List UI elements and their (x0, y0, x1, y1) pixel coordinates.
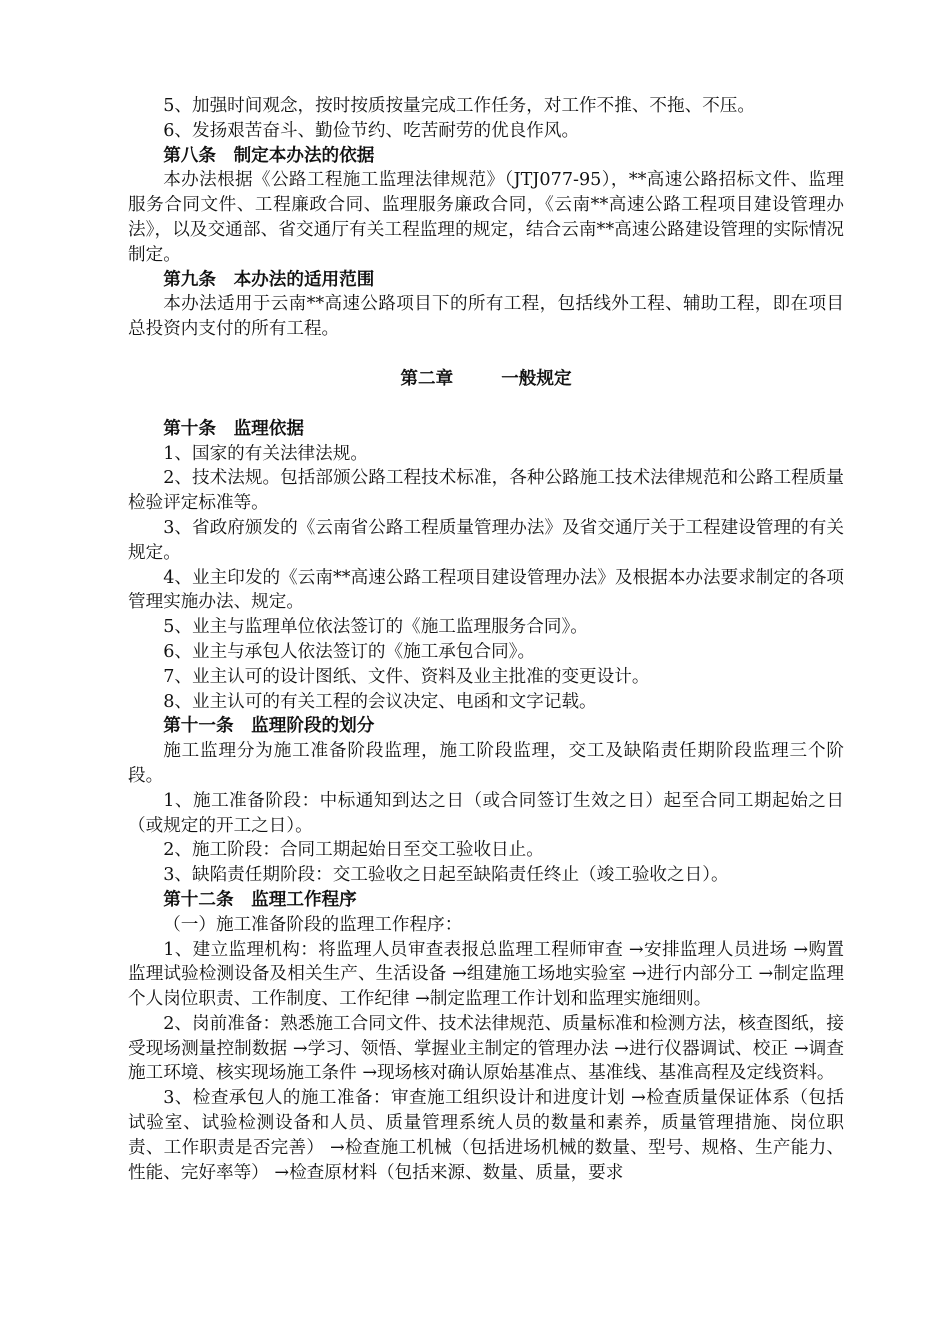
article-10-item-8: 8、业主认可的有关工程的会议决定、电函和文字记载。 (163, 691, 597, 712)
article-8-heading: 第八条 制定本办法的依据 (163, 144, 375, 166)
article-11-body: 施工监理分为施工准备阶段监理，施工阶段监理，交工及缺陷责任期阶段监理三个阶段。 (128, 741, 844, 786)
article-12-subheading: （一）施工准备阶段的监理工作程序： (163, 914, 463, 935)
chapter-title: 一般规定 (501, 367, 572, 389)
article-12-item-3: 3、检查承包人的施工准备：审查施工组织设计和进度计划 →检查质量保证体系（包括试验室、试验检测设备和人员、质量管理系统人员的数量和素养，质量管理措施、岗位职责、工作职责是否完善） →检查施工机械（包括进场机械的数量、型号、规格、生产能力、性能、完好率等） →检查原材料（包括来源、数量、质量，要求 (128, 1088, 844, 1183)
article-11-heading: 第十一条 监理阶段的划分 (163, 715, 375, 737)
article-10-item-7: 7、业主认可的设计图纸、文件、资料及业主批准的变更设计。 (163, 666, 650, 687)
article-10-heading: 第十条 监理依据 (163, 417, 304, 439)
article-12-item-2: 2、岗前准备：熟悉施工合同文件、技术法律规范、质量标准和检测方法，核查图纸，接受现场测量控制数据 →学习、领悟、掌握业主制定的管理办法 →进行仪器调试、校正 →调查施工环境、核实现场施工条件 →现场核对确认原始基准点、基准线、基准高程及定线资料。 (128, 1013, 844, 1084)
paragraph-item-6: 6、发扬艰苦奋斗、勤俭节约、吃苦耐劳的优良作风。 (163, 120, 580, 141)
article-10-item-2: 2、技术法规。包括部颁公路工程技术标准，各种公路施工技术法律规范和公路工程质量检验评定标准等。 (128, 468, 844, 514)
document-page (128, 94, 844, 1185)
chapter-heading (128, 367, 844, 392)
paragraph-item-5: 5、加强时间观念，按时按质按量完成工作任务，对工作不推、不拖、不压。 (163, 96, 755, 116)
article-11-item-3: 3、缺陷责任期阶段：交工验收之日起至缺陷责任终止（竣工验收之日）。 (163, 865, 729, 886)
article-10-item-6: 6、业主与承包人依法签订的《施工承包合同》。 (163, 641, 536, 662)
article-12-heading: 第十二条 监理工作程序 (163, 888, 357, 910)
article-11-item-2: 2、施工阶段：合同工期起始日至交工验收日止。 (163, 840, 544, 861)
article-10-item-3: 3、省政府颁发的《云南省公路工程质量管理办法》及省交通厅关于工程建设管理的有关规定。 (128, 517, 844, 563)
article-10-item-4: 4、业主印发的《云南**高速公路工程项目建设管理办法》及根据本办法要求制定的各项管理实施办法、规定。 (128, 567, 844, 613)
article-12-item-1: 1、建立监理机构：将监理人员审查表报总监理工程师审查 →安排监理人员进场 →购置监理试验检测设备及相关生产、生活设备 →组建施工场地实验室 →进行内部分工 →制定监理个人岗位职责、工作制度、工作纪律 →制定监理工作计划和监理实施细则。 (128, 939, 844, 1010)
article-9-body: 本办法适用于云南**高速公路项目下的所有工程，包括线外工程、辅助工程，即在项目总投资内支付的所有工程。 (128, 294, 844, 340)
article-10-item-1: 1、国家的有关法律法规。 (163, 443, 368, 464)
article-8-body: 本办法根据《公路工程施工监理法律规范》（JTJ077-95），**高速公路招标文件、监理服务合同文件、工程廉政合同、监理服务廉政合同，《云南**高速公路工程项目建设管理办法》，以及交通部、省交通厅有关工程监理的规定，结合云南**高速公路建设管理的实际情况制定。 (128, 170, 844, 265)
article-9-heading: 第九条 本办法的适用范围 (163, 268, 375, 290)
article-11-item-1: 1、施工准备阶段：中标通知到达之日（或合同签订生效之日）起至合同工期起始之日（或规定的开工之日）。 (128, 790, 844, 836)
chapter-number: 第二章 (400, 367, 454, 389)
article-10-item-5: 5、业主与监理单位依法签订的《施工监理服务合同》。 (163, 617, 588, 638)
